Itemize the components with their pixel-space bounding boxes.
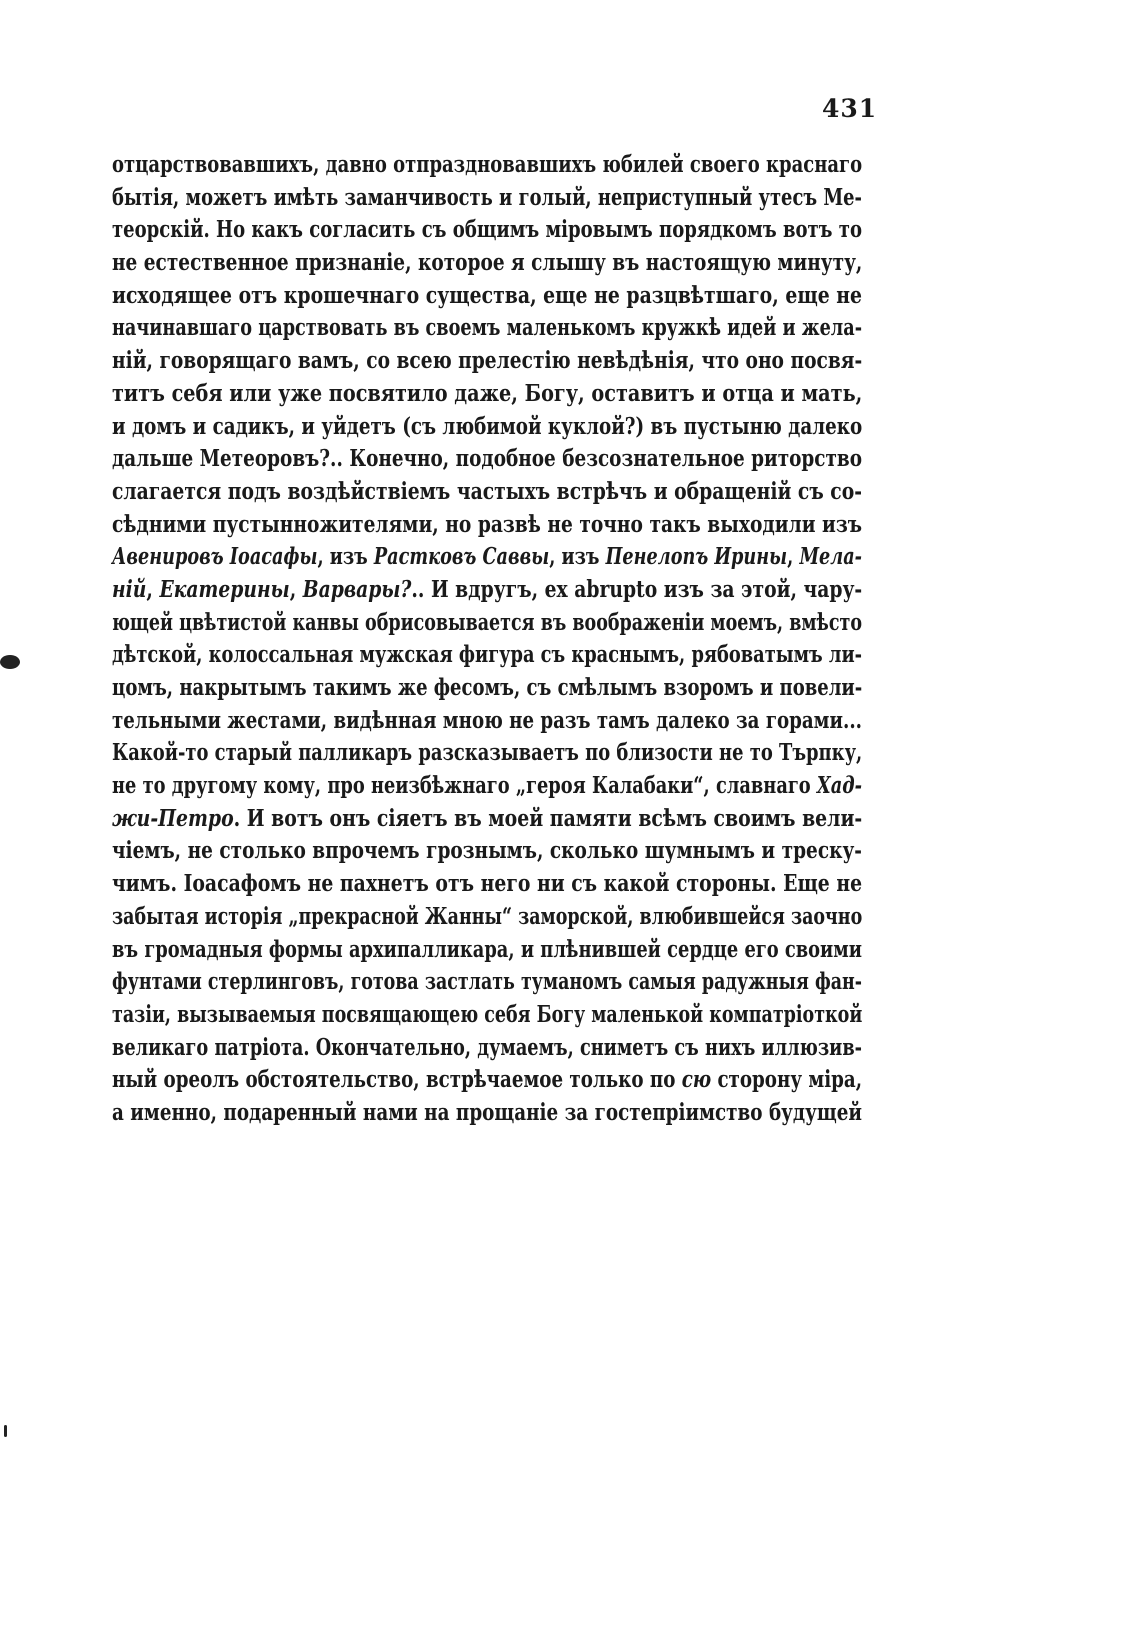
text-segment: не естественное признаніе, которое я слышу въ настоящую минуту, <box>112 248 863 277</box>
text-segment: и домъ и садикъ, и уйдетъ (съ любимой куклой?) въ пустыню далеко <box>112 411 863 440</box>
text-segment: титъ себя или уже посвятило даже, Богу, оставитъ и отца и мать, <box>112 378 863 407</box>
text-line <box>112 246 862 279</box>
text-line <box>112 736 862 769</box>
text-line <box>112 1063 862 1096</box>
italic-text-segment: Хад- <box>816 771 862 800</box>
text-segment: , <box>146 574 160 603</box>
text-segment: исходящее отъ крошечнаго существа, еще не разцвѣтшаго, еще не <box>112 280 862 309</box>
text-line <box>112 410 862 443</box>
text-segment: великаго патріота. Окончательно, думаемъ, сниметъ съ нихъ иллюзив- <box>112 1032 862 1061</box>
text-segment: Какой-то старый палликаръ разсказываетъ по близости не то Търпку, <box>112 738 863 767</box>
text-segment: чимъ. Іоасафомъ не пахнетъ отъ него ни съ какой стороны. Еще не <box>112 869 863 898</box>
text-line <box>112 148 862 181</box>
text-line <box>112 933 862 966</box>
text-line <box>112 1031 862 1064</box>
text-segment: , <box>787 542 800 571</box>
text-segment: тельными жестами, видѣнная мною не разъ тамъ далеко за горами... <box>112 705 862 734</box>
text-segment: въ громадныя формы архипалликара, и плѣнившей сердце его своими <box>112 934 862 963</box>
text-line <box>112 769 862 802</box>
text-segment: ній, говорящаго вамъ, со всею прелестію невѣдѣнія, что оно посвя- <box>112 346 863 375</box>
text-line <box>112 573 862 606</box>
text-line <box>112 311 862 344</box>
text-line <box>112 900 862 933</box>
text-segment: , изъ <box>549 542 606 571</box>
text-segment: . И вотъ онъ сіяетъ въ моей памяти всѣмъ своимъ вели- <box>233 803 863 832</box>
text-segment: цомъ, накрытымъ такимъ же фесомъ, съ смѣлымъ взоромъ и повели- <box>112 673 863 701</box>
text-line <box>112 867 862 900</box>
text-segment: , изъ <box>317 542 374 571</box>
italic-text-segment: ній <box>112 574 147 603</box>
italic-text-segment: Екатерины <box>159 574 290 603</box>
text-segment: чіемъ, не столько впрочемъ грознымъ, сколько шумнымъ и треску- <box>112 836 862 865</box>
text-line <box>112 540 862 573</box>
text-line <box>112 377 862 410</box>
text-segment: слагается подъ воздѣйствіемъ частыхъ встрѣчъ и обращеній съ со- <box>112 476 862 505</box>
text-segment: не то другому кому, про неизбѣжнаго „героя Калабаки“, славнаго <box>112 771 817 800</box>
text-segment: теорскій. Но какъ согласить съ общимъ міровымъ порядкомъ вотъ то <box>112 215 862 244</box>
text-line <box>112 965 862 998</box>
text-segment: тазіи, вызываемыя посвящающею себя Богу маленькой компатріоткой <box>112 999 863 1028</box>
text-segment: сторону міра, <box>711 1065 863 1094</box>
italic-text-segment: Пенелопъ Ирины <box>605 542 788 571</box>
text-segment: .. И вдругъ, ex abrupto изъ за этой, чару- <box>411 574 863 603</box>
text-line <box>112 998 862 1031</box>
italic-text-segment: Растковъ Саввы <box>373 542 550 571</box>
italic-text-segment: Варвары? <box>302 574 412 603</box>
text-segment: дальше Метеоровъ?.. Конечно, подобное безсознательное риторство <box>112 444 862 473</box>
margin-blot <box>0 655 20 669</box>
text-segment: ный ореолъ обстоятельство, встрѣчаемое только по <box>112 1065 682 1094</box>
text-line <box>112 508 862 541</box>
page-number: 431 <box>822 94 878 123</box>
text-segment: , <box>289 574 303 603</box>
text-line <box>112 213 862 246</box>
text-line <box>112 638 862 671</box>
text-segment: ющей цвѣтистой канвы обрисовывается въ воображеніи моемъ, вмѣсто <box>112 607 862 636</box>
text-line <box>112 344 862 377</box>
text-line <box>112 1096 862 1129</box>
italic-text-segment: жи-Петро <box>112 803 234 832</box>
italic-text-segment: сю <box>681 1065 712 1094</box>
text-line <box>112 181 862 214</box>
text-segment: сѣдними пустынножителями, но развѣ не точно такъ выходили изъ <box>112 509 862 538</box>
text-line <box>112 671 862 704</box>
text-line <box>112 442 862 475</box>
italic-text-segment: Авенировъ Іоасафы <box>112 542 318 571</box>
text-line <box>112 834 862 867</box>
text-segment: дѣтской, колоссальная мужская фигура съ краснымъ, рябоватымъ ли- <box>112 640 863 669</box>
text-segment: начинавшаго царствовать въ своемъ маленькомъ кружкѣ идей и жела- <box>112 313 863 342</box>
text-segment: а именно, подаренный нами на прощаніе за гостепріимство будущей <box>112 1097 862 1126</box>
text-segment: забытая исторія „прекрасной Жанны“ заморской, влюбившейся заочно <box>112 901 863 930</box>
body-text <box>112 148 862 1129</box>
text-line <box>112 606 862 639</box>
margin-speck <box>4 1425 7 1437</box>
text-line <box>112 279 862 312</box>
text-line <box>112 802 862 835</box>
text-segment: фунтами стерлинговъ, готова застлать туманомъ самыя радужныя фан- <box>112 967 862 996</box>
text-segment: отцарствовавшихъ, давно отпраздновавшихъ юбилей своего краснаго <box>112 150 863 178</box>
text-segment: бытія, можетъ имѣть заманчивость и голый, неприступный утесъ Ме- <box>112 182 862 211</box>
italic-text-segment: Мела- <box>799 542 863 571</box>
text-line <box>112 704 862 737</box>
text-line <box>112 475 862 508</box>
